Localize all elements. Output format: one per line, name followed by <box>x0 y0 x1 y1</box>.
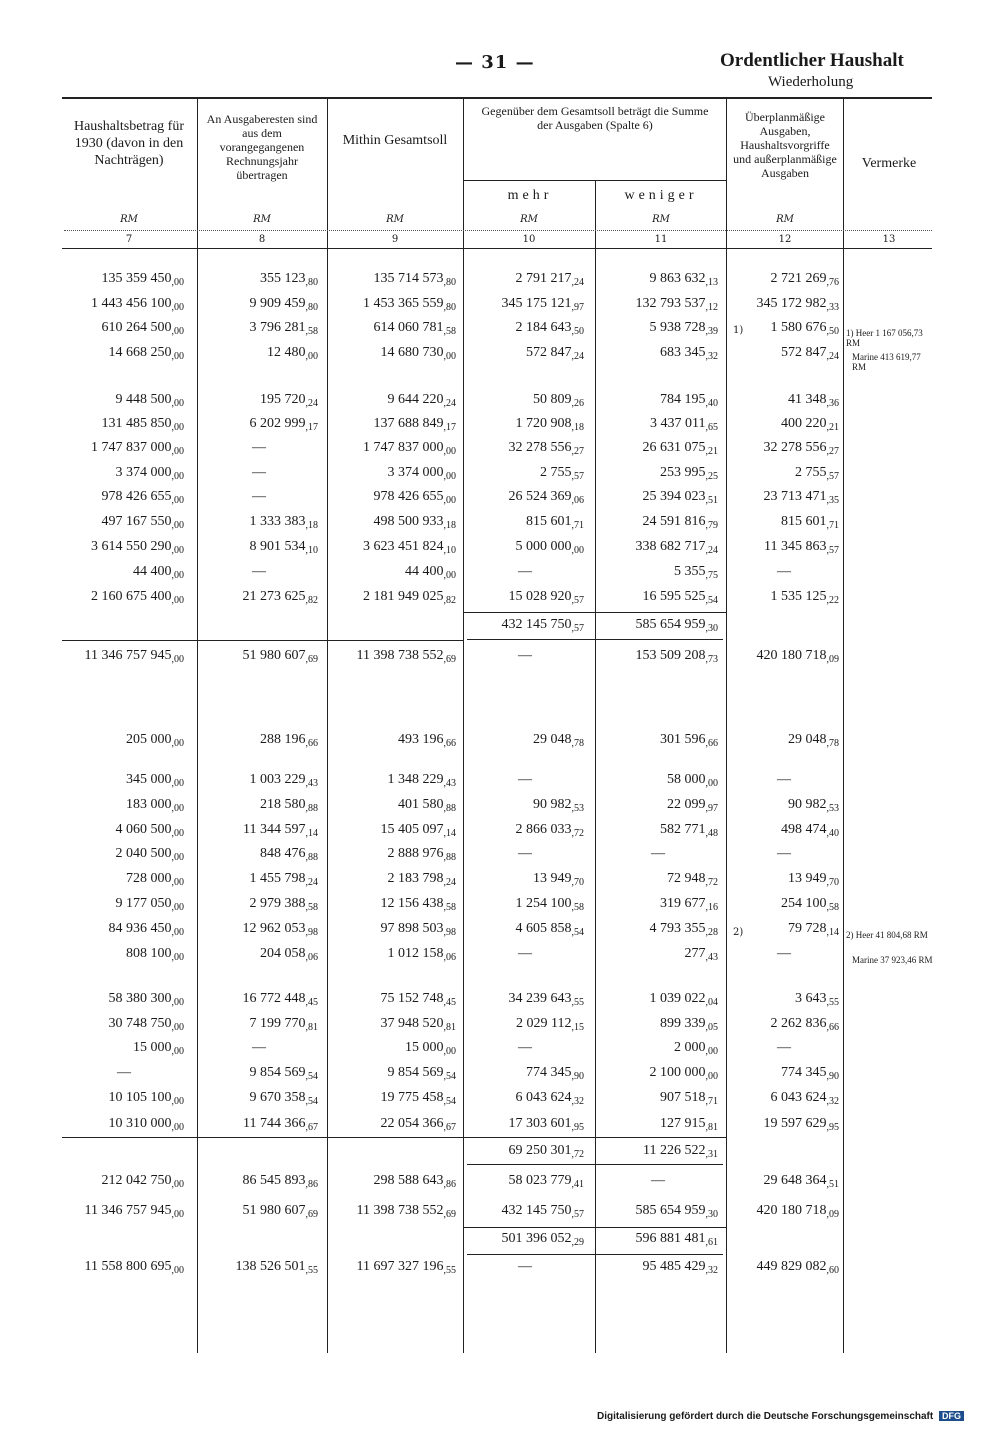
table-row <box>0 772 1000 794</box>
cell-c9: 12 156 $438_{,58}$ <box>380 896 456 913</box>
cell-c7: 84 936 $450_{,00}$ <box>108 921 184 938</box>
unit-col9: RM <box>386 214 404 225</box>
cell-c8: 218 $580_{,88}$ <box>260 797 318 814</box>
cell-c11: 4 793 $355_{,28}$ <box>649 921 718 938</box>
cell-c10: — <box>518 772 532 787</box>
cell-c10: 4 605 $858_{,54}$ <box>515 921 584 938</box>
cell-c9: 75 152 $748_{,45}$ <box>380 991 456 1008</box>
cell-c8: 355 $123_{,80}$ <box>260 271 318 288</box>
colnum-13: 13 <box>882 234 896 245</box>
cell-c10: 1 254 $100_{,58}$ <box>515 896 584 913</box>
header-col9: Mithin Gesamtsoll <box>342 133 448 148</box>
cell-c7: 2 160 675 $400_{,00}$ <box>91 589 184 606</box>
cell-c7: 212 042 $750_{,00}$ <box>101 1173 184 1190</box>
cell-c7: 44 $400_{,00}$ <box>133 564 184 581</box>
cell-c10: 2 029 $112_{,15}$ <box>516 1016 584 1033</box>
cell-c8: — <box>252 564 266 579</box>
cell-c10: 13 $949_{,70}$ <box>533 871 584 888</box>
cell-c12: 572 $847_{,24}$ <box>781 345 839 362</box>
cell-c11: 16 595 $525_{,54}$ <box>642 589 718 606</box>
cell-c7: 1 747 837 $000_{,00}$ <box>91 440 184 457</box>
cell-c9: 9 644 $220_{,24}$ <box>387 392 456 409</box>
colnum-8: 8 <box>258 234 266 245</box>
table-row <box>0 991 1000 1013</box>
cell-c8: 51 980 $607_{,69}$ <box>242 648 318 665</box>
cell-c11: $277_{,43}$ <box>684 946 718 963</box>
unit-col8: RM <box>253 214 271 225</box>
cell-c8: 9 909 $459_{,80}$ <box>249 296 318 313</box>
brace-3 <box>467 1248 723 1255</box>
cell-c12: — <box>777 772 791 787</box>
cell-c9: 135 714 $573_{,80}$ <box>373 271 456 288</box>
cell-c12: 815 $601_{,71}$ <box>781 514 839 531</box>
cell-c7: 205 $000_{,00}$ <box>126 732 184 749</box>
cell-c10: 774 $345_{,90}$ <box>526 1065 584 1082</box>
cell-c8: 1 455 $798_{,24}$ <box>249 871 318 888</box>
cell-c9: 498 500 $933_{,18}$ <box>373 514 456 531</box>
cell-c8: 204 $058_{,06}$ <box>260 946 318 963</box>
footnote-mark-1: 1) <box>733 325 744 336</box>
cell-c7: 15 $000_{,00}$ <box>133 1040 184 1057</box>
table-row <box>0 416 1000 438</box>
cell-c8: 9 854 $569_{,54}$ <box>249 1065 318 1082</box>
unit-dotted-rule <box>64 230 932 232</box>
cell-c12: 79 $728_{,14}$ <box>788 921 839 938</box>
table-row <box>0 1016 1000 1038</box>
table-row <box>0 797 1000 819</box>
cell-c10: — <box>518 648 532 663</box>
cell-c10: 2 184 $643_{,50}$ <box>515 320 584 337</box>
table-row <box>0 1040 1000 1062</box>
cell-c10: 2 791 $217_{,24}$ <box>515 271 584 288</box>
cell-c10: — <box>518 1259 532 1274</box>
cell-c7: 14 668 $250_{,00}$ <box>108 345 184 362</box>
cell-c7: 131 485 $850_{,00}$ <box>101 416 184 433</box>
cell-c9: 37 948 $520_{,81}$ <box>380 1016 456 1033</box>
cell-c7: 4 060 $500_{,00}$ <box>115 822 184 839</box>
cell-c9: 22 054 $366_{,67}$ <box>380 1116 456 1133</box>
colnum-11: 11 <box>654 234 668 245</box>
table-row <box>0 1203 1000 1225</box>
cell-c9: 19 775 $458_{,54}$ <box>380 1090 456 1107</box>
cell-c9: 1 012 $158_{,06}$ <box>387 946 456 963</box>
cell-c7: 2 040 $500_{,00}$ <box>115 846 184 863</box>
cell-c11: 132 793 $537_{,12}$ <box>635 296 718 313</box>
header-col12: Überplanmäßige Ausgaben, Haushaltsvorgriffe und außerplanmäßige Ausgaben <box>733 110 837 180</box>
cell-c12: — <box>777 564 791 579</box>
cell-c11: 5 $355_{,75}$ <box>674 564 718 581</box>
colnum-9: 9 <box>391 234 399 245</box>
cell-c7: 11 558 800 $695_{,00}$ <box>84 1259 184 1276</box>
table-row <box>0 1259 1000 1281</box>
cell-c9: 3 623 451 $824_{,10}$ <box>363 539 456 556</box>
table-row <box>0 392 1000 414</box>
cell-c8: 848 $476_{,88}$ <box>260 846 318 863</box>
cell-c10: 26 524 $369_{,06}$ <box>508 489 584 506</box>
cell-c7: 3 374 $000_{,00}$ <box>115 465 184 482</box>
cell-c7: 9 177 $050_{,00}$ <box>115 896 184 913</box>
note-1-heer: 1) Heer 1 167 056,73 RM <box>846 328 923 348</box>
table-row <box>0 489 1000 511</box>
cell-c8: 12 $480_{,00}$ <box>267 345 318 362</box>
cell-c11: 127 $915_{,81}$ <box>660 1116 718 1133</box>
cell-c9: 3 374 $000_{,00}$ <box>387 465 456 482</box>
cell-c12: 400 $220_{,21}$ <box>781 416 839 433</box>
header-col13: Vermerke <box>861 156 917 171</box>
cell-c11: 784 $195_{,40}$ <box>660 392 718 409</box>
table-row <box>0 1090 1000 1112</box>
cell-c12: 11 345 $863_{,57}$ <box>764 539 839 556</box>
cell-c11: 26 631 $075_{,21}$ <box>642 440 718 457</box>
cell-c12: 498 $474_{,40}$ <box>781 822 839 839</box>
cell-c11: 319 $677_{,16}$ <box>660 896 718 913</box>
table-row <box>0 514 1000 536</box>
cell-c8: 138 526 $501_{,55}$ <box>235 1259 318 1276</box>
cell-c10: 69 250 $301_{,72}$ <box>508 1143 584 1160</box>
cell-c12: 420 180 $718_{,09}$ <box>756 648 839 665</box>
table-row <box>0 946 1000 968</box>
cell-c7: 978 426 $655_{,00}$ <box>101 489 184 506</box>
table-row <box>0 440 1000 462</box>
table-row <box>0 1065 1000 1087</box>
cell-c8: 9 670 $358_{,54}$ <box>249 1090 318 1107</box>
cell-c8: 288 $196_{,66}$ <box>260 732 318 749</box>
cell-c8: — <box>252 465 266 480</box>
cell-c8: 16 772 $448_{,45}$ <box>242 991 318 1008</box>
header-col8: An Ausgaberesten sind aus dem vorangegangenen Rechnungsjahr übertragen <box>206 112 318 182</box>
cell-c12: 6 043 $624_{,32}$ <box>770 1090 839 1107</box>
subtotal-rule-1 <box>464 612 726 613</box>
cell-c10: 501 396 $052_{,29}$ <box>501 1231 584 1248</box>
cell-c10: — <box>518 564 532 579</box>
cell-c7: 808 $100_{,00}$ <box>126 946 184 963</box>
cell-c11: 253 $995_{,25}$ <box>660 465 718 482</box>
table-row <box>0 896 1000 918</box>
table-row <box>0 1173 1000 1195</box>
cell-c9: 1 348 $229_{,43}$ <box>387 772 456 789</box>
cell-c11: 1 039 $022_{,04}$ <box>649 991 718 1008</box>
cell-c11: 2 100 $000_{,00}$ <box>649 1065 718 1082</box>
table-row <box>0 732 1000 754</box>
subtotal-rule-3 <box>464 1227 726 1228</box>
cell-c12: 2 721 $269_{,76}$ <box>770 271 839 288</box>
cell-c11: 11 226 $522_{,31}$ <box>643 1143 718 1160</box>
brace-1 <box>467 633 723 640</box>
cell-c8: 7 199 $770_{,81}$ <box>249 1016 318 1033</box>
cell-c8: 51 980 $607_{,69}$ <box>242 1203 318 1220</box>
cell-c9: 15 405 $097_{,14}$ <box>380 822 456 839</box>
cell-c11: 153 509 $208_{,73}$ <box>635 648 718 665</box>
unit-col12: RM <box>776 214 794 225</box>
table-row <box>0 846 1000 868</box>
cell-c10: 90 $982_{,53}$ <box>533 797 584 814</box>
cell-c11: 596 881 $481_{,61}$ <box>635 1231 718 1248</box>
cell-c12: 13 $949_{,70}$ <box>788 871 839 888</box>
brace-2 <box>467 1158 723 1165</box>
table-row <box>0 345 1000 367</box>
note-2-heer: 2) Heer 41 804,68 RM <box>846 930 928 940</box>
footer-credit <box>597 1411 964 1422</box>
cell-c12: 1 535 $125_{,22}$ <box>770 589 839 606</box>
cell-c11: 22 $099_{,97}$ <box>667 797 718 814</box>
cell-c8: 1 333 $383_{,18}$ <box>249 514 318 531</box>
cell-c12: 41 $348_{,36}$ <box>788 392 839 409</box>
cell-c9: 1 453 365 $559_{,80}$ <box>363 296 456 313</box>
cell-c12: — <box>777 946 791 961</box>
cell-c12: 3 $643_{,55}$ <box>795 991 839 1008</box>
cell-c8: — <box>252 440 266 455</box>
cell-c8: 2 979 $388_{,58}$ <box>249 896 318 913</box>
cell-c12: 90 $982_{,53}$ <box>788 797 839 814</box>
cell-c11: — <box>651 1173 665 1188</box>
page-number: — 31 — <box>455 52 535 73</box>
colnum-10: 10 <box>522 234 536 245</box>
cell-c8: 11 344 $597_{,14}$ <box>243 822 318 839</box>
cell-c12: 254 $100_{,58}$ <box>781 896 839 913</box>
cell-c7: 497 167 $550_{,00}$ <box>101 514 184 531</box>
total-rule-1 <box>62 640 464 641</box>
cell-c10: — <box>518 1040 532 1055</box>
cell-c10: 50 $809_{,26}$ <box>533 392 584 409</box>
cell-c8: 12 962 $053_{,98}$ <box>242 921 318 938</box>
cell-c11: 3 437 $011_{,65}$ <box>650 416 718 433</box>
cell-c10: 5 000 $000_{,00}$ <box>515 539 584 556</box>
cell-c7: 11 346 757 $945_{,00}$ <box>84 1203 184 1220</box>
header-col11: weniger <box>624 188 698 203</box>
cell-c9: 298 588 $643_{,86}$ <box>373 1173 456 1190</box>
table-row <box>0 589 1000 611</box>
cell-c10: — <box>518 946 532 961</box>
cell-c10: 29 $048_{,78}$ <box>533 732 584 749</box>
cell-c12: — <box>777 1040 791 1055</box>
cell-c8: 8 901 $534_{,10}$ <box>249 539 318 556</box>
cell-c11: 338 682 $717_{,24}$ <box>635 539 718 556</box>
cell-c11: 95 485 $429_{,32}$ <box>642 1259 718 1276</box>
header-col10-11: Gegenüber dem Gesamtsoll beträgt die Summe der Ausgaben (Spalte 6) <box>481 104 709 132</box>
cell-c12: 2 262 $836_{,66}$ <box>770 1016 839 1033</box>
cell-c9: 1 747 837 $000_{,00}$ <box>363 440 456 457</box>
table-row <box>0 822 1000 844</box>
cell-c10: 572 $847_{,24}$ <box>526 345 584 362</box>
cell-c12: 774 $345_{,90}$ <box>781 1065 839 1082</box>
subtotal-rule-2 <box>62 1137 726 1138</box>
unit-col11: RM <box>652 214 670 225</box>
cell-c12: 29 648 $364_{,51}$ <box>763 1173 839 1190</box>
cell-c12: 19 597 $629_{,95}$ <box>763 1116 839 1133</box>
cell-c11: 585 654 $959_{,30}$ <box>635 1203 718 1220</box>
cell-c9: 2 183 $798_{,24}$ <box>387 871 456 888</box>
cell-c8: 195 $720_{,24}$ <box>260 392 318 409</box>
cell-c11: 585 654 $959_{,30}$ <box>635 617 718 634</box>
cell-c10: 17 303 $601_{,95}$ <box>508 1116 584 1133</box>
cell-c8: — <box>252 489 266 504</box>
cell-c10: 32 278 $556_{,27}$ <box>508 440 584 457</box>
cell-c12: 345 172 $982_{,33}$ <box>756 296 839 313</box>
header-col7: Haushaltsbetrag für 1930 (davon in den Nachträgen) <box>73 119 185 168</box>
cell-c9: 44 $400_{,00}$ <box>405 564 456 581</box>
cell-c11: 9 863 $632_{,13}$ <box>649 271 718 288</box>
cell-c7: 3 614 550 $290_{,00}$ <box>91 539 184 556</box>
cell-c12: 2 $755_{,57}$ <box>795 465 839 482</box>
table-row <box>0 271 1000 293</box>
cell-c9: 2 888 $976_{,88}$ <box>387 846 456 863</box>
cell-c9: 15 $000_{,00}$ <box>405 1040 456 1057</box>
cell-c10: 2 866 $033_{,72}$ <box>515 822 584 839</box>
cell-c10: 15 028 $920_{,57}$ <box>508 589 584 606</box>
table-top-rule <box>62 97 932 99</box>
cell-c7: 9 448 $500_{,00}$ <box>115 392 184 409</box>
table-row <box>0 1116 1000 1138</box>
cell-c7: 610 264 $500_{,00}$ <box>101 320 184 337</box>
cell-c9: 493 $196_{,66}$ <box>398 732 456 749</box>
cell-c9: 9 854 $569_{,54}$ <box>387 1065 456 1082</box>
cell-c7: 728 $000_{,00}$ <box>126 871 184 888</box>
cell-c9: 11 398 738 $552_{,69}$ <box>356 1203 456 1220</box>
unit-col10: RM <box>520 214 538 225</box>
cell-c11: 58 $000_{,00}$ <box>667 772 718 789</box>
cell-c11: 301 $596_{,66}$ <box>660 732 718 749</box>
cell-c10: 2 $755_{,57}$ <box>540 465 584 482</box>
colnum-7: 7 <box>125 234 133 245</box>
cell-c11: 72 $948_{,72}$ <box>667 871 718 888</box>
cell-c9: 614 060 $781_{,58}$ <box>373 320 456 337</box>
table-row <box>0 296 1000 318</box>
table-row <box>0 564 1000 586</box>
cell-c9: 2 181 949 $025_{,82}$ <box>363 589 456 606</box>
dfg-logo: DFG <box>939 1411 964 1421</box>
cell-c10: 58 023 $779_{,41}$ <box>508 1173 584 1190</box>
cell-c8: 86 545 $893_{,86}$ <box>242 1173 318 1190</box>
table-row <box>0 465 1000 487</box>
cell-c7: 183 $000_{,00}$ <box>126 797 184 814</box>
cell-c10: — <box>518 846 532 861</box>
cell-c12: 23 713 $471_{,35}$ <box>763 489 839 506</box>
cell-c8: 11 744 $366_{,67}$ <box>243 1116 318 1133</box>
cell-c11: 683 $345_{,32}$ <box>660 345 718 362</box>
cell-c11: 5 938 $728_{,39}$ <box>649 320 718 337</box>
cell-c10: 432 145 $750_{,57}$ <box>501 617 584 634</box>
cell-c11: 24 591 $816_{,79}$ <box>642 514 718 531</box>
cell-c12: 29 $048_{,78}$ <box>788 732 839 749</box>
cell-c7: 11 346 757 $945_{,00}$ <box>84 648 184 665</box>
cell-c9: 11 697 327 $196_{,55}$ <box>356 1259 456 1276</box>
footnote-mark-2: 2) <box>733 927 744 938</box>
header-bottom-rule <box>62 248 932 249</box>
cell-c9: 14 680 $730_{,00}$ <box>380 345 456 362</box>
cell-c9: 97 898 $503_{,98}$ <box>380 921 456 938</box>
cell-c9: 978 426 $655_{,00}$ <box>373 489 456 506</box>
cell-c8: 3 796 $281_{,58}$ <box>249 320 318 337</box>
footer-text: Digitalisierung gefördert durch die Deutsche Forschungsgemeinschaft <box>597 1411 934 1422</box>
table-row <box>0 871 1000 893</box>
cell-c10: 1 720 $908_{,18}$ <box>515 416 584 433</box>
cell-c9: 137 688 $849_{,17}$ <box>373 416 456 433</box>
cell-c7: 345 $000_{,00}$ <box>126 772 184 789</box>
colnum-12: 12 <box>778 234 792 245</box>
cell-c7: 10 105 $100_{,00}$ <box>108 1090 184 1107</box>
cell-c7: 10 310 $000_{,00}$ <box>108 1116 184 1133</box>
cell-c12: 1 580 $676_{,50}$ <box>770 320 839 337</box>
table-row <box>0 648 1000 670</box>
cell-c10: 815 $601_{,71}$ <box>526 514 584 531</box>
cell-c8: 21 273 $625_{,82}$ <box>242 589 318 606</box>
cell-c11: 907 $518_{,71}$ <box>660 1090 718 1107</box>
cell-c10: 345 175 $121_{,97}$ <box>501 296 584 313</box>
cell-c7: 135 359 $450_{,00}$ <box>101 271 184 288</box>
cell-c11: 2 $000_{,00}$ <box>674 1040 718 1057</box>
cell-c11: — <box>651 846 665 861</box>
cell-c10: 6 043 $624_{,32}$ <box>515 1090 584 1107</box>
note-2-marine: Marine 37 923,46 RM <box>852 955 933 965</box>
cell-c12: — <box>777 846 791 861</box>
cell-c11: 582 $771_{,48}$ <box>660 822 718 839</box>
cell-c7: — <box>117 1065 131 1080</box>
cell-c10: 432 145 $750_{,57}$ <box>501 1203 584 1220</box>
cell-c10: 34 239 $643_{,55}$ <box>508 991 584 1008</box>
cell-c12: 32 278 $556_{,27}$ <box>763 440 839 457</box>
unit-col7: RM <box>120 214 138 225</box>
cell-c12: 449 829 $082_{,60}$ <box>756 1259 839 1276</box>
cell-c9: 401 $580_{,88}$ <box>398 797 456 814</box>
cell-c8: — <box>252 1040 266 1055</box>
cell-c12: 420 180 $718_{,09}$ <box>756 1203 839 1220</box>
cell-c11: 899 $339_{,05}$ <box>660 1016 718 1033</box>
page-title: Ordentlicher Haushalt <box>720 50 904 71</box>
cell-c9: 11 398 738 $552_{,69}$ <box>356 648 456 665</box>
cell-c8: 6 202 $999_{,17}$ <box>249 416 318 433</box>
cell-c7: 30 748 $750_{,00}$ <box>108 1016 184 1033</box>
cell-c11: 25 394 $023_{,51}$ <box>642 489 718 506</box>
header-col10: mehr <box>507 188 553 203</box>
table-row <box>0 539 1000 561</box>
cell-c7: 1 443 456 $100_{,00}$ <box>91 296 184 313</box>
cell-c8: 1 003 $229_{,43}$ <box>249 772 318 789</box>
page-subtitle: Wiederholung <box>768 74 854 90</box>
note-1-marine: Marine 413 619,77 RM <box>852 352 921 372</box>
cell-c7: 58 380 $300_{,00}$ <box>108 991 184 1008</box>
